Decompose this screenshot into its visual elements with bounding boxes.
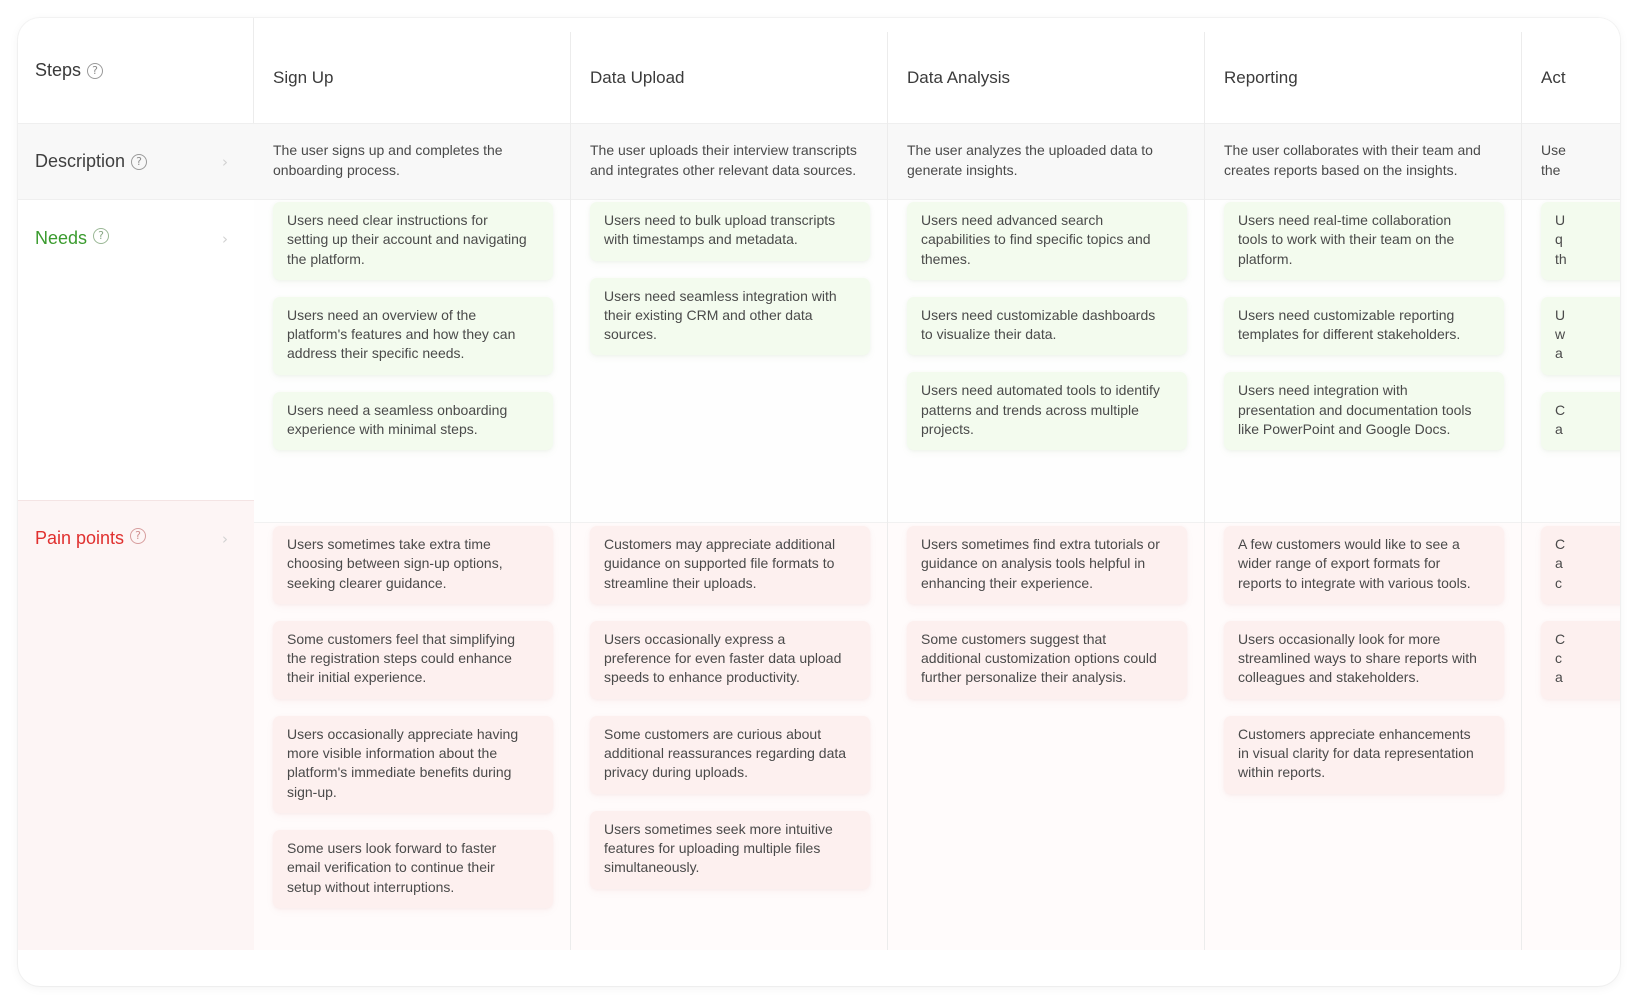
card-text-line: setting up their account and navigating: [287, 231, 527, 248]
card-text-line: projects.: [921, 421, 974, 438]
card-text-line: a: [1555, 421, 1563, 438]
card-text-line: the registration steps could enhance: [287, 650, 512, 667]
card-text-line: Users need clear instructions for: [287, 212, 488, 228]
stage-description: [1224, 141, 1519, 180]
row-label-text: Pain points: [35, 528, 125, 548]
stage-column: [571, 32, 888, 950]
card-text-line: Users occasionally appreciate having: [287, 725, 519, 742]
card-text-line: speeds to enhance productivity.: [604, 669, 800, 686]
pain-point-card[interactable]: [273, 830, 553, 908]
need-card[interactable]: [273, 392, 553, 451]
pain-point-card[interactable]: [1224, 716, 1504, 794]
need-card[interactable]: [273, 297, 553, 375]
card-text-line: Customers appreciate enhancements: [1238, 725, 1471, 742]
card-text-line: seeking clearer guidance.: [287, 574, 447, 591]
card-text-line: q: [1555, 231, 1563, 248]
pain-point-card[interactable]: [590, 621, 870, 699]
stage-description: [1541, 141, 1620, 180]
stage-title[interactable]: Data Analysis: [907, 67, 1010, 87]
help-icon[interactable]: ?: [130, 528, 146, 544]
card-text-line: Users need automated tools to identify: [921, 382, 1160, 399]
stage-description: [590, 141, 885, 180]
pain-point-card[interactable]: [590, 716, 870, 794]
description-line: The user collaborates with their team and: [1224, 142, 1481, 158]
card-text-line: Users need a seamless onboarding: [287, 401, 508, 418]
description-line: The user uploads their interview transcripts: [590, 142, 857, 158]
card-text-line: Users occasionally express a: [604, 630, 786, 647]
card-text-line: privacy during uploads.: [604, 764, 748, 781]
card-text-line: th: [1555, 250, 1567, 267]
card-text-line: Users need advanced search: [921, 212, 1104, 228]
need-card[interactable]: [1541, 392, 1620, 451]
description-line: the: [1541, 161, 1561, 178]
card-text-line: experience with minimal steps.: [287, 421, 478, 438]
pain-point-card[interactable]: [273, 526, 553, 604]
card-text-line: presentation and documentation tools: [1238, 401, 1472, 418]
card-text-line: Users need an overview of the: [287, 306, 477, 323]
card-text-line: c: [1555, 650, 1562, 667]
pain-point-card[interactable]: [1224, 621, 1504, 699]
stage-column: [254, 32, 571, 950]
pain-point-card[interactable]: [1541, 526, 1620, 604]
card-text-line: streamlined ways to share reports with: [1238, 650, 1477, 667]
pain-point-card[interactable]: [907, 526, 1187, 604]
card-text-line: Users need customizable dashboards: [921, 306, 1156, 323]
pain-points-card-list: [590, 526, 870, 906]
row-bands: [254, 18, 1620, 950]
pain-point-card[interactable]: [1224, 526, 1504, 604]
card-text-line: Some customers are curious about: [604, 725, 822, 742]
card-text-line: a: [1555, 345, 1563, 362]
stage-column: [1205, 32, 1522, 950]
card-text-line: Customers may appreciate additional: [604, 536, 836, 552]
pain-point-card[interactable]: [590, 811, 870, 889]
card-text-line: in visual clarity for data representation: [1238, 745, 1474, 762]
card-text-line: setup without interruptions.: [287, 878, 455, 895]
pain-points-card-list: [907, 526, 1187, 716]
card-text-line: like PowerPoint and Google Docs.: [1238, 421, 1451, 438]
stage-title[interactable]: Data Upload: [590, 67, 685, 87]
need-card[interactable]: [1541, 202, 1620, 280]
pain-point-card[interactable]: [907, 621, 1187, 699]
need-card[interactable]: [590, 202, 870, 261]
row-label-description[interactable]: [18, 123, 254, 200]
description-line: The user analyzes the uploaded data to: [907, 142, 1153, 158]
need-card[interactable]: [590, 278, 870, 356]
card-text-line: additional reassurances regarding data: [604, 745, 847, 762]
card-text-line: U: [1555, 212, 1566, 228]
need-card[interactable]: [1541, 297, 1620, 375]
card-text-line: to visualize their data.: [921, 326, 1057, 343]
card-text-line: within reports.: [1238, 764, 1326, 781]
card-text-line: Some customers suggest that: [921, 630, 1107, 647]
needs-card-list: [273, 202, 553, 467]
row-label-text: Steps: [35, 60, 82, 80]
card-text-line: Users sometimes seek more intuitive: [604, 820, 833, 837]
need-card[interactable]: [1224, 202, 1504, 280]
description-line: generate insights.: [907, 161, 1018, 178]
card-text-line: Users sometimes find extra tutorials or: [921, 536, 1160, 552]
card-text-line: platform's features and how they can: [287, 326, 516, 343]
card-text-line: a: [1555, 669, 1563, 686]
card-text-line: C: [1555, 401, 1566, 418]
card-text-line: c: [1555, 574, 1562, 591]
stage-description: [907, 141, 1202, 180]
pain-points-card-list: [1224, 526, 1504, 811]
pain-points-card-list: [1541, 526, 1620, 716]
card-text-line: additional customization options could: [921, 650, 1157, 667]
stage-title[interactable]: Reporting: [1224, 67, 1298, 87]
description-line: and integrates other relevant data sources.: [590, 161, 857, 178]
chevron-right-icon[interactable]: ›: [222, 530, 228, 548]
card-text-line: A few customers would like to see a: [1238, 536, 1460, 552]
card-text-line: preference for even faster data upload: [604, 650, 842, 667]
card-text-line: Some users look forward to faster: [287, 839, 497, 856]
card-text-line: Users occasionally look for more: [1238, 630, 1441, 647]
help-icon[interactable]: ?: [93, 228, 109, 244]
stage-description: [273, 141, 568, 180]
description-line: Use: [1541, 142, 1566, 158]
description-line: onboarding process.: [273, 161, 400, 178]
description-line: The user signs up and completes the: [273, 142, 503, 158]
row-label-needs[interactable]: [18, 200, 254, 500]
stage-column: [888, 32, 1205, 950]
need-card[interactable]: [907, 202, 1187, 280]
card-text-line: with timestamps and metadata.: [604, 231, 798, 248]
card-text-line: platform's immediate benefits during: [287, 764, 512, 781]
journey-map-viewport: [18, 18, 1620, 950]
card-text-line: the platform.: [287, 250, 365, 267]
card-text-line: guidance on supported file formats to: [604, 555, 835, 572]
card-text-line: Users need real-time collaboration: [1238, 212, 1452, 228]
needs-card-list: [1224, 202, 1504, 467]
row-label-steps: [18, 18, 254, 123]
card-text-line: C: [1555, 630, 1566, 647]
need-card[interactable]: [1224, 297, 1504, 356]
card-text-line: templates for different stakeholders.: [1238, 326, 1461, 343]
pain-point-card[interactable]: [590, 526, 870, 604]
chevron-right-icon[interactable]: ›: [222, 230, 228, 248]
pain-point-card[interactable]: [273, 621, 553, 699]
card-text-line: colleagues and stakeholders.: [1238, 669, 1420, 686]
card-text-line: sources.: [604, 326, 657, 343]
card-text-line: simultaneously.: [604, 859, 700, 876]
pain-point-card[interactable]: [273, 716, 553, 813]
card-text-line: more visible information about the: [287, 745, 498, 762]
card-text-line: Users need customizable reporting: [1238, 306, 1455, 323]
help-icon[interactable]: ?: [87, 63, 103, 79]
card-text-line: email verification to continue their: [287, 859, 495, 876]
row-label-text: Needs: [35, 228, 88, 248]
need-card[interactable]: [907, 372, 1187, 450]
card-text-line: w: [1555, 326, 1566, 343]
card-text-line: C: [1555, 536, 1566, 552]
card-text-line: tools to work with their team on the: [1238, 231, 1455, 248]
card-text-line: themes.: [921, 250, 971, 267]
needs-card-list: [907, 202, 1187, 467]
pain-point-card[interactable]: [1541, 621, 1620, 699]
row-label-column: [18, 18, 254, 950]
description-line: creates reports based on the insights.: [1224, 161, 1458, 178]
card-text-line: Some customers feel that simplifying: [287, 630, 515, 647]
stage-title[interactable]: Act: [1541, 67, 1566, 87]
card-text-line: Users sometimes take extra time: [287, 536, 491, 552]
card-text-line: Users need integration with: [1238, 382, 1408, 399]
need-card[interactable]: [1224, 372, 1504, 450]
stage-title[interactable]: Sign Up: [273, 67, 334, 87]
card-text-line: enhancing their experience.: [921, 574, 1094, 591]
card-text-line: reports to integrate with various tools.: [1238, 574, 1471, 591]
needs-card-list: [1541, 202, 1620, 467]
help-icon[interactable]: ?: [131, 154, 147, 170]
pain-points-card-list: [273, 526, 553, 925]
card-text-line: streamline their uploads.: [604, 574, 757, 591]
chevron-right-icon[interactable]: ›: [222, 152, 228, 171]
need-card[interactable]: [907, 297, 1187, 356]
card-text-line: their existing CRM and other data: [604, 306, 813, 323]
row-label-pain-points[interactable]: [18, 500, 254, 950]
card-text-line: capabilities to find specific topics and: [921, 231, 1151, 248]
card-text-line: further personalize their analysis.: [921, 669, 1127, 686]
card-text-line: sign-up.: [287, 783, 337, 800]
card-text-line: choosing between sign-up options,: [287, 555, 503, 572]
row-label-text: Description: [35, 151, 126, 171]
card-text-line: their initial experience.: [287, 669, 427, 686]
stage-column: [1522, 32, 1620, 950]
card-text-line: features for uploading multiple files: [604, 839, 821, 856]
need-card[interactable]: [273, 202, 553, 280]
card-text-line: address their specific needs.: [287, 345, 465, 362]
card-text-line: Users need seamless integration with: [604, 287, 837, 304]
card-text-line: guidance on analysis tools helpful in: [921, 555, 1146, 572]
card-text-line: wider range of export formats for: [1238, 555, 1441, 572]
journey-map: [18, 18, 1620, 986]
card-text-line: Users need to bulk upload transcripts: [604, 212, 836, 228]
card-text-line: patterns and trends across multiple: [921, 401, 1139, 418]
card-text-line: platform.: [1238, 250, 1293, 267]
card-text-line: U: [1555, 306, 1566, 323]
needs-card-list: [590, 202, 870, 372]
card-text-line: a: [1555, 555, 1563, 572]
